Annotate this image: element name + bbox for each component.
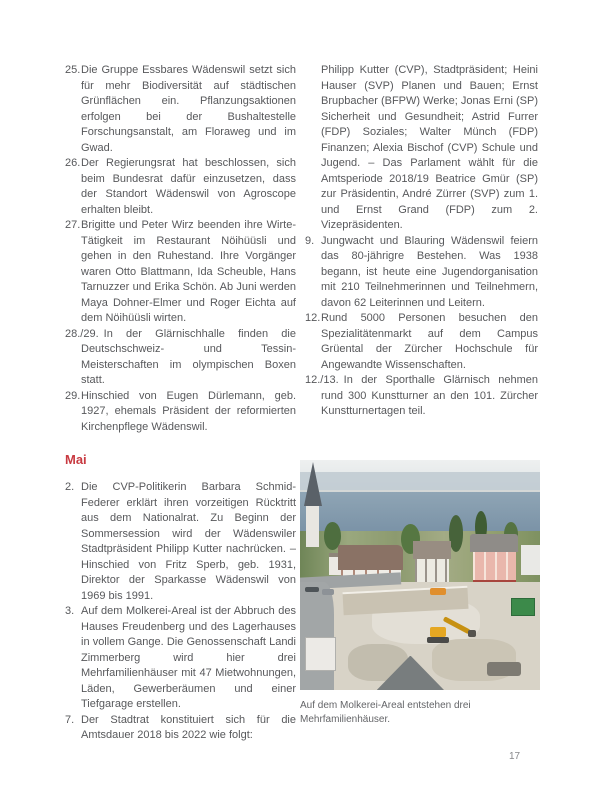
excavator-bucket <box>468 630 476 637</box>
item-text: Die CVP-Politikerin Barbara Schmid-Federer erklärt ihren vorzeitigen Rücktritt aus dem Nationalrat. Zu Beginn der Sommersession wird der Wädenswiler Stadtpräsident Philipp Kutter nachrücken. – Hinschied von Fritz Sperb, geb. 1931, Direktor der Sparkasse Wädenswil von 1969 bis 1991. <box>81 481 296 602</box>
item-text: Jungwacht und Blauring Wädenswil feiern das 80-jährigre Bestehen. Was 1938 begann, ist heute eine Jugendorganisation mit 210 Teilnehmerinnen und Teilnehmern, davon 62 Leiterinnen und Leitern. <box>321 234 538 309</box>
list-item <box>65 218 296 327</box>
excavator-body <box>430 627 447 637</box>
right-column <box>305 63 538 420</box>
item-text: Philipp Kutter (CVP), Stadtpräsident; Heini Hauser (SVP) Planen und Bauen; Ernst Brupbacher (BFPW) Werke; Jonas Erni (SP) Sicherheit und Gesundheit; Astrid Furrer (FDP) Soziales; Walter Münch (FDP) Finanzen; Alexia Bischof (CVP) Schule und Jugend. – Das Parlament wählt für die Amtsperiode 2018/19 Beatrice Gmür (SP) zur Präsidentin, André Zürrer (SVP) zum 1. und Ernst Grand (FDP) zum 2. Vizepräsidenten. <box>321 64 538 231</box>
green-dumpster <box>511 598 535 616</box>
debris-pile <box>487 662 521 676</box>
item-number: 12. <box>305 312 321 324</box>
parked-car <box>322 589 334 595</box>
list-item <box>65 156 296 218</box>
list-item <box>65 63 296 156</box>
item-text: Hinschied von Eugen Dürlemann, geb. 1927, ehemals Präsident der reformierten Kirchenpflege Wädenswil. <box>81 389 296 433</box>
church-spire <box>304 462 322 506</box>
item-number: 29. <box>65 389 81 402</box>
parked-car <box>305 587 319 593</box>
item-number: 12./13. <box>305 374 339 386</box>
item-number: 26. <box>65 157 81 169</box>
item-text: In der Glärnischhalle finden die Deutschschweiz- und Tessin-Meisterschaften im olympischen Boxen statt. <box>81 327 296 386</box>
house-facade <box>415 559 449 584</box>
item-number: 3. <box>65 605 75 617</box>
list-item <box>65 327 296 389</box>
loader-machine <box>430 588 447 595</box>
list-item <box>305 311 538 373</box>
continuation-paragraph <box>305 63 538 234</box>
modern-building <box>521 545 540 575</box>
item-number: 7. <box>65 713 75 726</box>
list-item <box>65 389 296 436</box>
item-text: Die Gruppe Essbares Wädenswil setzt sich für mehr Biodiversität auf städtischen Grünflächen ein. Pflanzungsaktionen erfolgen bei der Bushaltestelle Forschungsanstalt, am Floraweg und im Gwad. <box>81 64 296 154</box>
list-item <box>305 234 538 312</box>
photo-caption: Auf dem Molkerei-Areal entstehen drei Mehrfamilienhäuser. <box>300 700 471 725</box>
item-number: 28./29. <box>65 327 99 340</box>
item-number: 2. <box>65 481 75 493</box>
item-number: 25. <box>65 64 81 76</box>
item-text: Der Regierungsrat hat beschlossen, sich beim Bundesrat dafür einzusetzen, dass der Standort Wädenswil von Agroscope erhalten bleibt. <box>81 157 296 216</box>
church-tower <box>306 506 319 547</box>
page-number: 17 <box>509 751 521 762</box>
list-item <box>65 604 296 713</box>
item-text: In der Sporthalle Glärnisch nehmen rund 300 Kunstturner an den 101. Zürcher Kunstturnertagen teil. <box>321 374 538 417</box>
item-text: Brigitte und Peter Wirz beenden ihre Wirte-Tätigkeit im Restaurant Nöihüüsli und gehen in den Ruhestand. Ihre Vorgänger waren Otto Blattmann, Ida Scheuble, Hans Tarnuzzer und Erika Schön. Ab Juni werden Maya Dohner-Elmer und Roger Eichta auf dem Nöihüüsli wirten. <box>81 219 296 324</box>
molkerei-areal-photo <box>300 460 540 690</box>
excavator-tracks <box>427 637 449 643</box>
house-roof <box>413 541 451 559</box>
item-text: Rund 5000 Personen besuchen den Spezialitätenmarkt auf dem Campus Grüental der Zürcher Hochschule für Angewandte Wissenschaften. <box>321 312 538 371</box>
site-container <box>305 637 336 671</box>
left-column <box>65 63 296 744</box>
list-item <box>305 373 538 420</box>
house-roof <box>338 545 403 570</box>
pink-building-roof <box>470 534 518 552</box>
item-number: 27. <box>65 219 81 231</box>
street <box>300 582 334 690</box>
item-number: 9. <box>305 234 315 247</box>
list-item <box>65 480 296 604</box>
item-text: Der Stadtrat konstituiert sich für die Amtsdauer 2018 bis 2022 wie folgt: <box>81 713 296 741</box>
month-heading: Mai <box>65 452 87 467</box>
item-text: Auf dem Molkerei-Areal ist der Abbruch des Hauses Freudenberg und des Lagerhauses in vollem Gange. Die Genossenschaft Landi Zimmerberg wird hier drei Mehrfamilienhäuser mit 47 Mietwohnungen, Läden, Gewerberäumen und einer Tiefgarage erstellen. <box>81 605 296 710</box>
list-item <box>65 713 296 744</box>
